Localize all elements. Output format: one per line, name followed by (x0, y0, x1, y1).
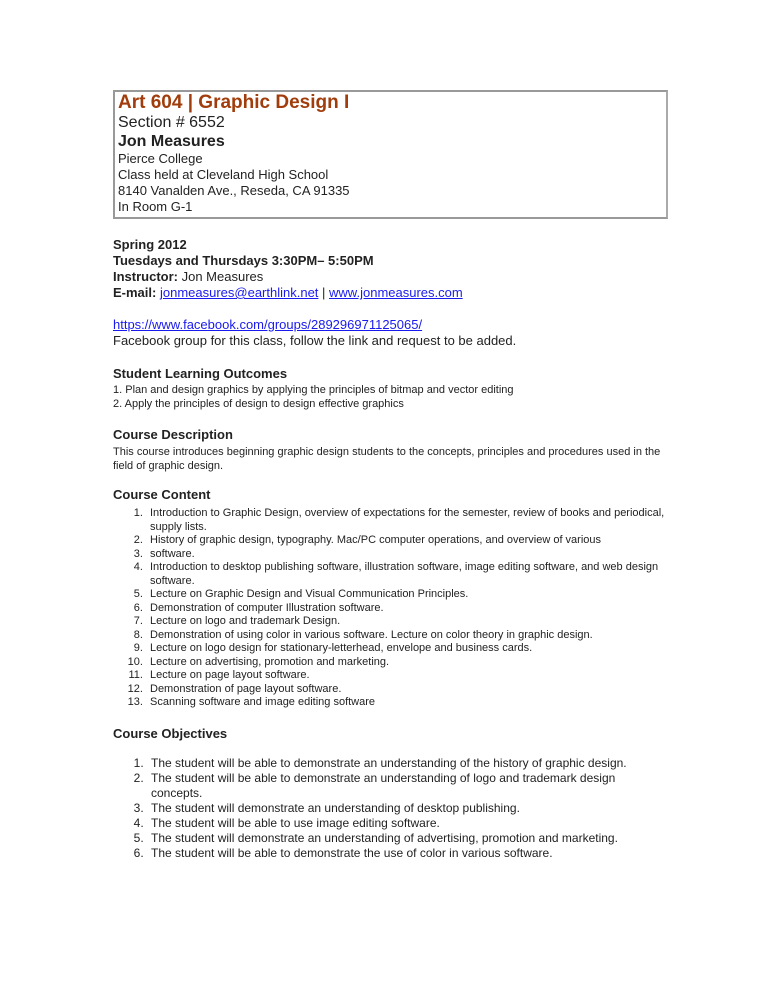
separator: | (318, 285, 330, 300)
outcome-item: 2. Apply the principles of design to design effective graphics (113, 398, 404, 410)
instructor-value: Jon Measures (178, 269, 264, 284)
list-item: 5. Lecture on Graphic Design and Visual Communication Principles. (146, 588, 668, 602)
list-item: 4. The student will be able to use image editing software. (147, 816, 668, 831)
list-item: 2. History of graphic design, typography. Mac/PC computer operations, and overview of various (146, 534, 668, 548)
list-item: 3. The student will demonstrate an understanding of desktop publishing. (147, 801, 668, 816)
syllabus-page (113, 90, 668, 861)
term: Spring 2012 (113, 237, 187, 252)
list-item: 8. Demonstration of using color in various software. Lecture on color theory in graphic design. (146, 629, 668, 643)
list-item: 5. The student will demonstrate an understanding of advertising, promotion and marketing. (147, 831, 668, 846)
list-item: 1. The student will be able to demonstrate an understanding of the history of graphic design. (147, 756, 668, 771)
instructor-line (113, 269, 668, 285)
list-item: 9. Lecture on logo design for stationary-letterhead, envelope and business cards. (146, 642, 668, 656)
list-item: 13. Scanning software and image editing software (146, 696, 668, 710)
course-info (113, 237, 668, 301)
email-label: E-mail: (113, 285, 157, 300)
facebook-section (113, 317, 668, 349)
website-link[interactable]: www.jonmeasures.com (329, 285, 463, 300)
objectives-heading: Course Objectives (113, 725, 228, 741)
list-item: 11. Lecture on page layout software. (146, 669, 668, 683)
instructor-label: Instructor: (113, 269, 178, 284)
content-list (113, 507, 668, 710)
outcome-item: 1. Plan and design graphics by applying the principles of bitmap and vector editing (113, 384, 514, 396)
content-heading: Course Content (113, 487, 211, 502)
course-title: Art 604 | Graphic Design I (118, 92, 350, 113)
list-item: 2. The student will be able to demonstrate an understanding of logo and trademark design concepts. (147, 771, 668, 801)
course-header-box (113, 90, 668, 219)
outcomes-heading: Student Learning Outcomes (113, 366, 288, 381)
address-line: Pierce College (118, 151, 203, 166)
facebook-link[interactable]: https://www.facebook.com/groups/289296971125065/ (113, 317, 423, 332)
address-line: 8140 Vanalden Ave., Reseda, CA 91335 (118, 183, 350, 198)
email-link[interactable]: jonmeasures@earthlink.net (159, 285, 319, 300)
facebook-text: Facebook group for this class, follow the link and request to be added. (113, 333, 517, 348)
list-item: 4. Introduction to desktop publishing software, illustration software, image editing software, and web design software. (146, 561, 668, 588)
schedule: Tuesdays and Thursdays 3:30PM– 5:50PM (113, 253, 374, 268)
list-item: 1. Introduction to Graphic Design, overview of expectations for the semester, review of books and periodical, supply lists. (146, 507, 668, 534)
list-item: 6. Demonstration of computer Illustration software. (146, 602, 668, 616)
description-heading: Course Description (113, 427, 233, 442)
address-line: In Room G-1 (118, 199, 193, 214)
list-item: 3. software. (146, 548, 668, 562)
list-item: 10. Lecture on advertising, promotion and marketing. (146, 656, 668, 670)
list-item: 7. Lecture on logo and trademark Design. (146, 615, 668, 629)
instructor-name: Jon Measures (118, 133, 225, 150)
email-line (113, 285, 668, 301)
address-line: Class held at Cleveland High School (118, 167, 329, 182)
section-number: Section # 6552 (118, 114, 225, 131)
list-item: 6. The student will be able to demonstrate the use of color in various software. (147, 846, 668, 861)
objectives-list (113, 756, 668, 861)
description-text: This course introduces beginning graphic design students to the concepts, principles and procedures used in the field of graphic design. (113, 446, 661, 472)
list-item: 12. Demonstration of page layout software. (146, 683, 668, 697)
objectives-section (113, 726, 668, 861)
